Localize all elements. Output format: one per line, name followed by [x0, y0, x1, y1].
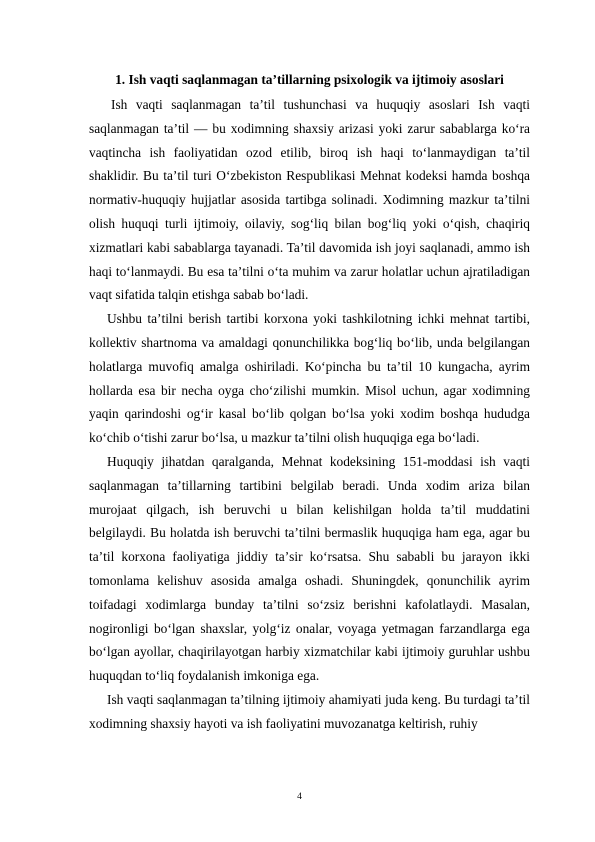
section-heading: 1. Ish vaqti saqlanmagan taʼtillarning psixologik va ijtimoiy asoslari — [115, 72, 504, 87]
paragraph-intro: Ish vaqti saqlanmagan taʼtil tushunchasi va huquqiy asoslari Ish vaqti saqlanmagan taʼtil — bu xodimning shaxsiy arizasi yoki zarur sabablarga koʻra vaqtincha ish faoliyatidan ozod etilib, biroq ish haqi toʻlanmaydigan taʼtil shaklidir. Bu taʼtil turi Oʻzbekiston Respublikasi Mehnat kodeksi hamda boshqa normativ-huquqiy hujjatlar asosida tartibga solinadi. Xodimning mazkur taʼtilni olish huquqi turli ijtimoiy, oilaviy, sogʻliq bilan bogʻliq yoki oʻqish, chaqiriq xizmatlari kabi sabablarga tayanadi. Taʼtil davomida ish joyi saqlanadi, ammo ish haqi toʻlanmaydi. Bu esa taʼtilni oʻta muhim va zarur holatlar uchun ajratiladigan vaqt sifatida talqin etishga sabab boʻladi. — [89, 97, 530, 303]
paragraph-social-significance: Ish vaqti saqlanmagan taʼtilning ijtimoiy ahamiyati juda keng. Bu turdagi taʼtil xodimning shaxsiy hayoti va ish faoliyatini muvozanatga keltirish, ruhiy — [89, 691, 530, 731]
paragraph-legal-basis: Huquqiy jihatdan qaralganda, Mehnat kodeksining 151-moddasi ish vaqti saqlanmagan taʼtillarning tartibini belgilab beradi. Unda xodim ariza bilan murojaat qilgach, ish beruvchi u bilan kelishilgan holda taʼtil muddatini belgilaydi. Bu holatda ish beruvchi taʼtilni bermaslik huquqiga ham ega, agar bu taʼtil korxona faoliyatiga jiddiy taʼsir koʻrsatsa. Shu sababli bu jarayon ikki tomonlama kelishuv asosida amalga oshadi. Shuningdek, qonunchilik ayrim toifadagi xodimlarga bunday taʼtilni soʻzsiz berishni kafolatlaydi. Masalan, nogironligi boʻlgan shaxslar, yolgʻiz onalar, voyaga yetmagan farzandlarga ega boʻlgan ayollar, chaqirilayotgan harbiy xizmatchilar kabi ijtimoiy guruhlar ushbu huquqdan toʻliq foydalanish imkoniga ega. — [89, 453, 530, 684]
paragraph-procedure: Ushbu taʼtilni berish tartibi korxona yoki tashkilotning ichki mehnat tartibi, kollektiv shartnoma va amaldagi qonunchilikka bogʻliq boʻlib, unda belgilangan holatlarga muvofiq amalga oshiriladi. Koʻpincha bu taʼtil 10 kungacha, ayrim hollarda esa bir necha oyga choʻzilishi mumkin. Misol uchun, agar xodimning yaqin qarindoshi ogʻir kasal boʻlib qolgan boʻlsa yoki xodim boshqa hududga koʻchib oʻtishi zarur boʻlsa, u mazkur taʼtilni olish huquqiga ega boʻladi. — [89, 311, 530, 446]
page-number: 4 — [297, 792, 302, 802]
document-page — [89, 70, 530, 736]
